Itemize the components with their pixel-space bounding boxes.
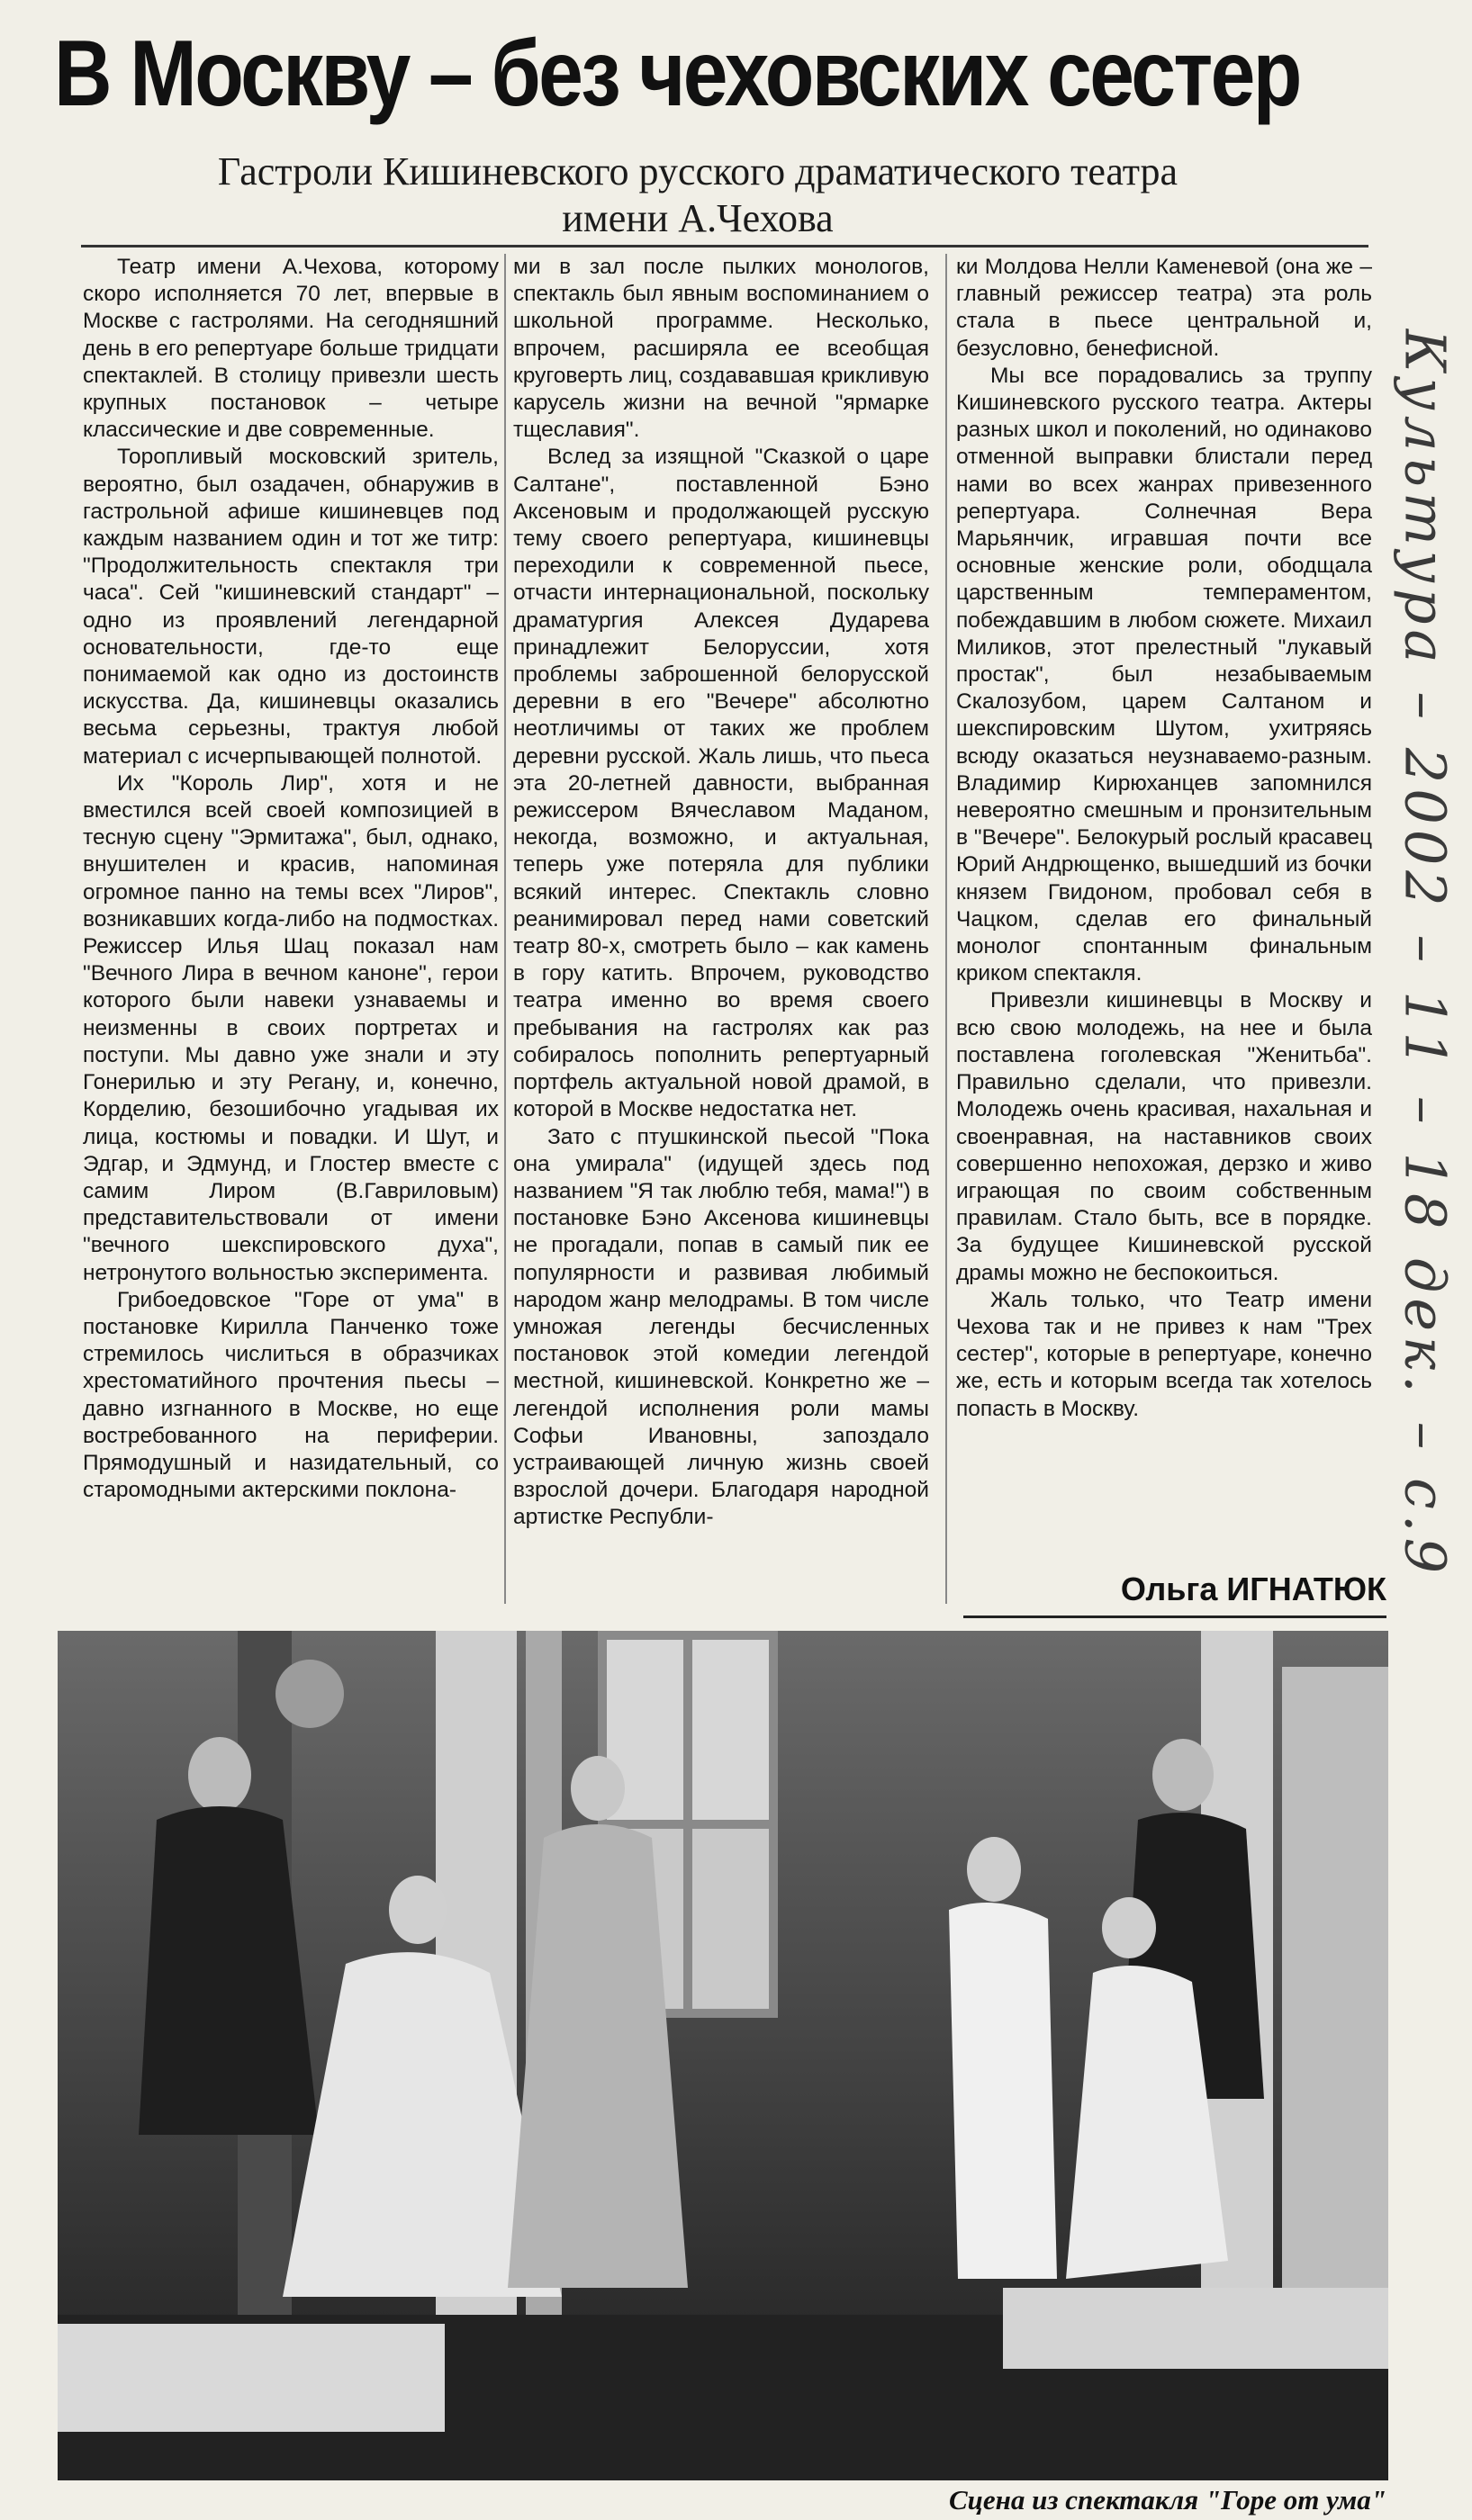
- paragraph: Торопливый московский зритель, вероятно, был озадачен, обнаружив в гастрольной афише кишиневцев под каждым названием один и тот же титр: "Продолжительность спектакля три часа". Сей "кишиневский стандарт" – одно из проявлений легендарной основательности, где-то еще понимаемой как одно из достоинств искусства. Да, кишиневцы оказались весьма серьезны, трактуя любой материал с исчерпывающей полнотой.: [83, 445, 499, 769]
- paragraph: Привезли кишиневцы в Москву и всю свою молодежь, на нее и была поставлена гоголевская "Женитьба". Правильно сделали, что привезли. Молодежь очень красивая, нахальная и своенравная, на наставников своих совершенно непохожая, дерзко и живо играющая по своим собственным правилам. Стало быть, все в порядке. За будущее Кишиневской русской драмы можно не беспокоиться.: [956, 988, 1372, 1285]
- paragraph: Вслед за изящной "Сказкой о царе Салтане", поставленной Бэно Аксеновым и продолжающей русскую тему своего репертуара, кишиневцы переходили к современной пьесе, отчасти интернациональной, поскольку драматургия Алексея Дударева принадлежит Белоруссии, хотя проблемы заброшенной белорусской деревни в его "Вечере" абсолютно неотличимы от таких же проблем деревни русской. Жаль лишь, что пьеса эта 20-летней давности, выбранная режиссером Вячеславом Маданом, некогда, возможно, и актуальная, теперь уже потеряла для публики всякий интерес. Спектакль словно реанимировал перед нами советский театр 80-х, смотреть было – как камень в гору катить. Впрочем, руководство театра именно во время своего пребывания на гастролях как раз собиралось пополнить репертуарный портфель актуальной новой драмой, в которой в Москве недостатка нет.: [513, 445, 929, 1122]
- handwritten-annotation: [1394, 288, 1457, 1620]
- paragraph: Грибоедовское "Горе от ума" в постановке Кирилла Панченко тоже стремилось числиться в образчиках хрестоматийного прочтения пьесы – давно изгнанного в Москве, но еще востребованного на периферии. Прямодушный и назидательный, со старомодными актерскими поклона-: [83, 1287, 499, 1503]
- paragraph: Их "Король Лир", хотя и не вместился всей своей композицией в тесную сцену "Эрмитажа", был, однако, внушителен и красив, напоминая огромное панно на темы всех "Лиров", возникавших когда-либо на подмостках. Режиссер Илья Шац показал нам "Вечного Лира в вечном каноне", герои которого были навеки узнаваемы и неизменны в своих портретах и поступи. Мы давно уже знали и эту Гонерилью и эту Регану, и, конечно, Корделию, безошибочно угадывая их лица, костюмы и повадки. И Шут, и Эдгар, и Эдмунд, и Глостер вместе с самим Лиром (В.Гавриловым) представительствовали от имени "вечного шекспировского духа", нетронутого вольностью эксперимента.: [83, 770, 499, 1285]
- paragraph: ки Молдова Нелли Каменевой (она же – главный режиссер театра) эта роль стала в пьесе центральной и, безусловно, бенефисной.: [956, 255, 1372, 361]
- article-column-1: [83, 254, 499, 1622]
- paragraph: ми в зал после пылких монологов, спектакль был явным воспоминанием о школьной программе. Несколько, впрочем, расширяла ее всеобщая круговерть лиц, создававшая крикливую карусель жизни на вечной "ярмарке тщеславия".: [513, 255, 929, 443]
- paragraph: Мы все порадовались за труппу Кишиневского русского театра. Актеры разных школ и поколений, но одинаково отменной выправки блистали перед нами во всех жанрах привезенного репертуара. Солнечная Вера Марьянчик, игравшая почти все основные женские роли, ободщала царственным темпераментом, побеждавшим в любом сюжете. Михаил Миликов, этот прелестный "лукавый простак", был незабываемым Скалозубом, царем Салтаном и шекспировским Шутом, ухитряясь всюду оказаться неузнаваемо-разным. Владимир Кирюханцев запомнился невероятно смешным и пронзительным в "Вечере". Белокурый рослый красавец Юрий Андрющенко, вышедший из бочки князем Гвидоном, пробовал себя в Чацком, сделав его финальный монолог спонтанным финальным криком спектакля.: [956, 363, 1372, 986]
- paragraph: Зато с птушкинской пьесой "Пока она умирала" (идущей здесь под названием "Я так люблю тебя, мама!") в постановке Бэно Аксенова кишиневцы не прогадали, попав в самый пик ее популярности и развивая любимый народом жанр мелодрамы. В том числе умножая легенды бесчисленных постановок этой комедии легендой местной, кишиневской. Конкретно же – легендой исполнения роли мамы Софьи Ивановны, запоздало устраивающей личную жизнь своей взрослой дочери. Благодаря народной артистке Республи-: [513, 1124, 929, 1530]
- article-column-3: [956, 254, 1372, 1550]
- subheadline-line-2: имени А.Чехова: [562, 196, 834, 240]
- author-byline: Ольга ИГНАТЮК: [1120, 1570, 1386, 1607]
- handwritten-note-text: Культура – 2002 – 11 – 18 дек. – с.9: [1392, 328, 1458, 1580]
- headline: В Москву – без чеховских сестер: [54, 22, 1300, 126]
- column-divider: [945, 254, 947, 1604]
- subheadline: [54, 148, 1341, 242]
- stage-photo: [58, 1631, 1388, 2480]
- header-divider: [81, 245, 1368, 248]
- photo-caption: Сцена из спектакля "Горе от ума": [949, 2484, 1386, 2516]
- paragraph: Театр имени А.Чехова, которому скоро исполняется 70 лет, впервые в Москве с гастролями. На сегодняшний день в его репертуаре больше тридцати спектаклей. В столицу привезли шесть крупных постановок – четыре классические и две современные.: [83, 255, 499, 443]
- byline-divider: [963, 1616, 1386, 1618]
- article-column-2: [513, 254, 929, 1626]
- column-divider: [504, 254, 506, 1604]
- stage-scene-illustration: [58, 1631, 1388, 2480]
- subheadline-line-1: Гастроли Кишиневского русского драматического театра: [217, 149, 1179, 194]
- paragraph: Жаль только, что Театр имени Чехова так и не привез к нам "Трех сестер", которые в репертуаре, конечно же, есть и которым всегда так хотелось попасть в Москву.: [956, 1287, 1372, 1421]
